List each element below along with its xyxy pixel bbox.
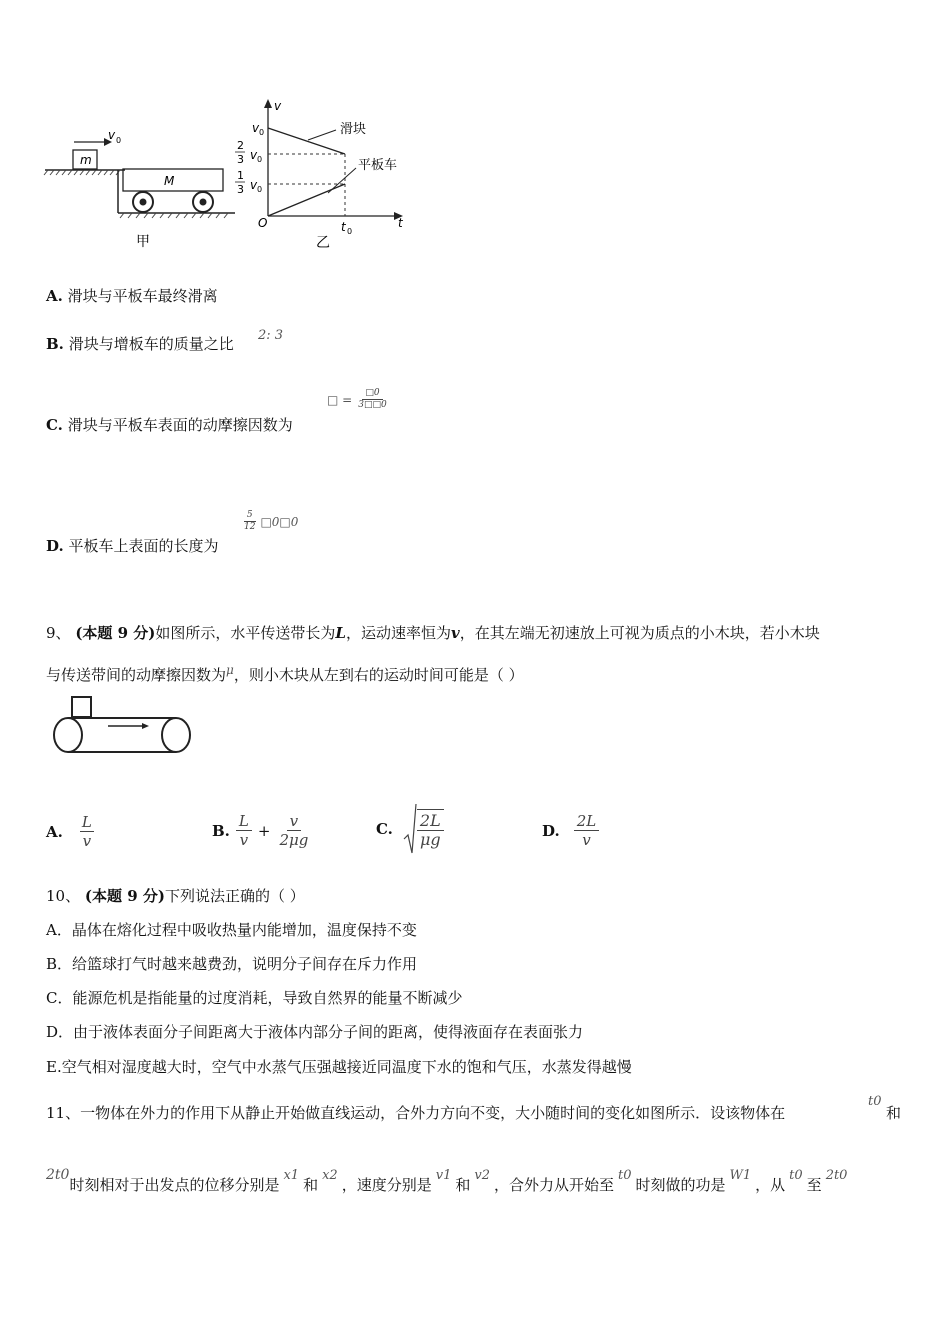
label-v0-sub: 0	[116, 136, 122, 145]
q11-and: 和	[886, 1104, 902, 1122]
q8-option-d-math: $\frac{5}{12}$ □0□0	[244, 510, 299, 532]
svg-text:0: 0	[257, 185, 263, 194]
svg-text:v: v	[250, 178, 258, 192]
origin-label: O	[258, 216, 268, 230]
svg-text:0: 0	[259, 128, 265, 137]
q10-option-e: E.空气相对湿度越大时，空气中水蒸气压强越接近同温度下水的饱和气压，水蒸发得越慢	[46, 1058, 632, 1076]
caption-yi: 乙	[316, 235, 330, 251]
slider-line	[268, 128, 345, 154]
arrow-right-icon	[142, 723, 149, 729]
label-M: M	[164, 174, 175, 188]
tick-t0: t	[341, 220, 346, 234]
figure-jia	[40, 125, 245, 255]
q9-option-c: C. $\frac{2L}{\mu g}$	[376, 803, 444, 855]
axis-t-label: t	[398, 216, 403, 230]
q10-option-c: C．能源危机是指能量的过度消耗，导致自然界的能量不断减少	[46, 989, 463, 1007]
tick-v0: v	[252, 121, 260, 135]
q9-option-a: A. $\frac{L}{v}$	[46, 813, 95, 850]
left-roller	[54, 718, 82, 752]
label-cart: 平板车	[358, 158, 398, 173]
caption-jia: 甲	[136, 234, 150, 250]
label-v0: v	[108, 128, 116, 142]
q8-option-b-math: 2: 3	[258, 328, 284, 343]
svg-text:0: 0	[347, 227, 353, 236]
q11-stem-line1: 11、一物体在外力的作用下从静止开始做直线运动，合外力方向不变，大小随时间的变化如图所示．设该物体在	[46, 1104, 786, 1122]
svg-text:2: 2	[237, 139, 244, 152]
right-roller	[162, 718, 190, 752]
q10-option-b: B．给篮球打气时越来越费劲，说明分子间存在斥力作用	[46, 955, 418, 973]
sqrt-icon	[403, 803, 417, 855]
q10-option-a: A．晶体在熔化过程中吸收热量内能增加，温度保持不变	[46, 921, 417, 939]
q8-option-b: B. 滑块与增板车的质量之比	[46, 335, 234, 353]
axis-v-label: v	[274, 99, 282, 113]
q8-option-a: A. 滑块与平板车最终滑离	[46, 287, 218, 305]
label-m: m	[80, 153, 92, 167]
figure-yi	[228, 96, 418, 256]
q8-option-c: C. 滑块与平板车表面的动摩擦因数为	[46, 416, 293, 434]
q10-option-d: D．由于液体表面分子间距离大于液体内部分子间的距离，使得液面存在表面张力	[46, 1023, 584, 1041]
label-slider: 滑块	[340, 122, 367, 137]
q8-option-c-math: □ = $\frac{□0}{3□□0}$	[327, 388, 387, 410]
svg-text:1: 1	[237, 169, 244, 182]
svg-text:v: v	[250, 148, 258, 162]
q11-t0-a: t0	[868, 1094, 882, 1109]
svg-text:3: 3	[237, 183, 244, 196]
svg-text:3: 3	[237, 153, 244, 166]
q11-stem-line2: 2t0 时刻相对于出发点的位移分别是 x1 和 x2 ，速度分别是 v1 和 v2 ，合外力从开始至 t0 时刻做的功是 W1 ，从 t0 至 2t0	[46, 1167, 848, 1194]
q9-stem-line2: 与传送带间的动摩擦因数为$^\mu$，则小木块从左到右的运动时间可能是（ ）	[46, 663, 524, 684]
wood-block	[72, 697, 91, 717]
q8-option-d: D. 平板车上表面的长度为	[46, 537, 219, 555]
q10-stem: 10、 (本题 9 分)下列说法正确的（ ）	[46, 887, 305, 905]
svg-text:0: 0	[257, 155, 263, 164]
figure-conveyor	[48, 693, 198, 758]
q9-stem-line1: 9、 (本题 9 分)如图所示，水平传送带长为L，运动速率恒为v，在其左端无初速放上可视为质点的小木块，若小木块	[46, 624, 820, 642]
q9-option-b: B. $\frac{L}{v}$ + $\frac{v}{2\mu g}$	[212, 812, 309, 849]
q9-option-d: D. $\frac{2L}{v}$	[542, 812, 599, 849]
